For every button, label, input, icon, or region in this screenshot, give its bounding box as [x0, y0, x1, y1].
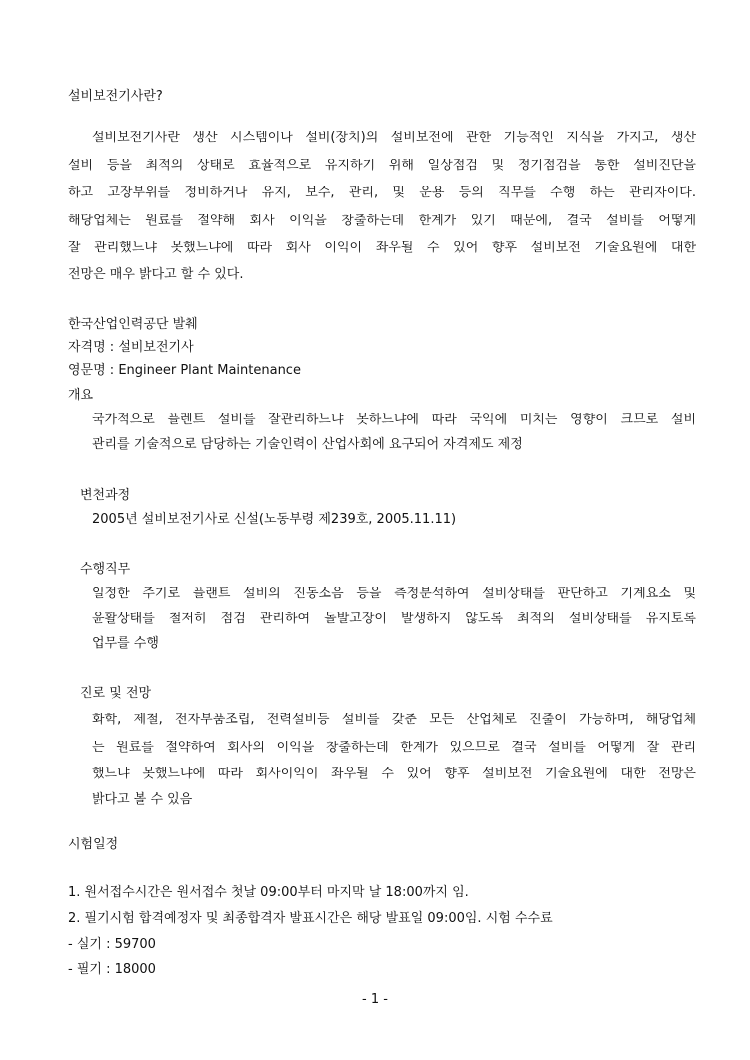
career-heading: 진로 및 전망: [80, 686, 152, 701]
duties-line: 일정한 주기로 플랜트 설비의 진동소음 등을 측정분석하여 설비상태를 판단하고 기계요소 및: [92, 587, 696, 600]
duties-line: 업무를 수행: [92, 636, 159, 651]
schedule-item: 1. 원서접수시간은 원서접수 첫날 09:00부터 마지막 날 18:00까지 임.: [68, 885, 469, 900]
schedule-item: - 실기 : 59700: [68, 937, 156, 952]
career-line: 밝다고 볼 수 있음: [92, 792, 193, 807]
schedule-heading: 시험일정: [68, 837, 119, 852]
career-line: 화학, 제철, 전자부품조립, 전력설비등 설비를 갖춘 모든 산업체로 진출이 가능하며, 해당업체: [92, 713, 696, 726]
intro-line: 잘 관리했느냐 못했느냐에 따라 회사 이익이 좌우될 수 있어 향후 설비보전 기술요원에 대한: [68, 241, 696, 254]
career-line: 는 원료를 절약하여 회사의 이익을 창출하는데 한계가 있으므로 결국 설비를 어떻게 잘 관리: [92, 741, 696, 754]
overview-heading: 개요: [68, 388, 94, 403]
overview-line: 국가적으로 플렌트 설비를 잘관리하느냐 못하느냐에 따라 국익에 미치는 영향이 크므로 설비: [92, 413, 696, 426]
duties-heading: 수행직무: [80, 562, 131, 577]
source-label: 한국산업인력공단 발췌: [68, 317, 198, 332]
intro-line: 하고 고장부위를 정비하거나 유지, 보수, 관리, 및 운용 등의 직무를 수행 하는 관리자이다.: [68, 186, 696, 199]
schedule-item: - 필기 : 18000: [68, 962, 156, 977]
intro-line: 설비 등을 최적의 상태로 효율적으로 유지하기 위해 일상점검 및 정기점검을 통한 설비진단을: [68, 159, 696, 172]
cert-name: 자격명 : 설비보전기사: [68, 340, 194, 355]
history-text: 2005년 설비보전기사로 신설(노동부령 제239호, 2005.11.11): [92, 512, 457, 527]
schedule-item: 2. 필기시험 합격예정자 및 최종합격자 발표시간은 해당 발표일 09:00임. 시험 수수료: [68, 911, 553, 926]
duties-line: 윤활상태를 철저히 점검 관리하여 돌발고장이 발생하지 않도록 최적의 설비상태를 유지토록: [92, 612, 696, 625]
page-title: 설비보전기사란?: [68, 89, 163, 104]
english-name: 영문명 : Engineer Plant Maintenance: [68, 363, 301, 378]
intro-line: 설비보전기사란 생산 시스템이나 설비(장치)의 설비보전에 관한 기능적인 지식을 가지고, 생산: [92, 131, 696, 144]
intro-line: 전망은 매우 밝다고 할 수 있다.: [68, 267, 244, 282]
page-number: - 1 -: [362, 992, 388, 1007]
intro-line: 해당업체는 원료를 절약해 회사 이익을 창출하는데 한계가 있기 때문에, 결국 설비를 어떻게: [68, 214, 696, 227]
career-line: 했느냐 못했느냐에 따라 회사이익이 좌우될 수 있어 향후 설비보전 기술요원에 대한 전망은: [92, 767, 696, 780]
history-heading: 변천과정: [80, 488, 131, 503]
overview-line: 관리를 기술적으로 담당하는 기술인력이 산업사회에 요구되어 자격제도 제정: [92, 437, 523, 452]
